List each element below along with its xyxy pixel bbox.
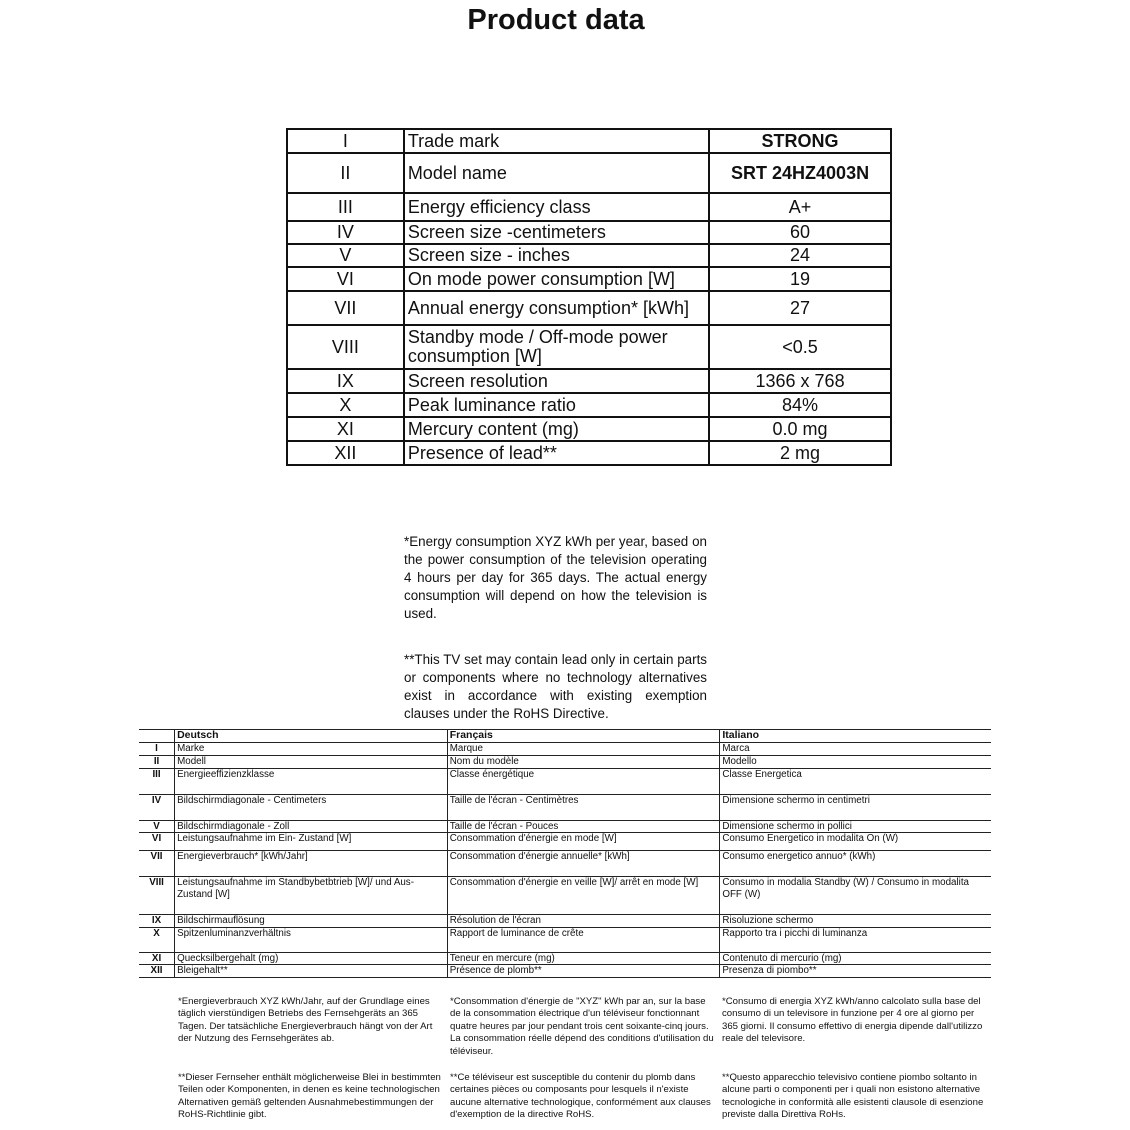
translation-row (139, 743, 991, 756)
row-label: Peak luminance ratio (404, 393, 709, 417)
cell-francais: Résolution de l'écran (447, 915, 720, 928)
row-number: II (287, 153, 404, 193)
translation-row (139, 768, 991, 794)
row-number: III (287, 193, 404, 221)
cell-francais: Marque (447, 743, 720, 756)
cell-francais: Nom du modèle (447, 756, 720, 769)
lead-note: **This TV set may contain lead only in certain parts or components where no technology alternatives exist in accordance with existing exemption clauses under the RoHS Directive. (404, 652, 707, 721)
row-value: 1366 x 768 (709, 369, 891, 393)
cell-francais: Taille de l'écran - Pouces (447, 820, 720, 833)
cell-francais: Teneur en mercure (mg) (447, 952, 720, 965)
row-number: V (139, 820, 175, 833)
cell-italiano: Rapporto tra i picchi di luminanza (720, 927, 991, 952)
translation-row (139, 965, 991, 978)
row-number: IX (139, 915, 175, 928)
row-label: Standby mode / Off-mode power consumption [W] (404, 325, 709, 369)
row-number: VI (287, 267, 404, 291)
product-row (287, 193, 891, 221)
row-value: 27 (709, 291, 891, 325)
row-label: Trade mark (404, 129, 709, 153)
translation-header-row (139, 730, 991, 743)
cell-italiano: Contenuto di mercurio (mg) (720, 952, 991, 965)
product-row (287, 369, 891, 393)
cell-italiano: Consumo in modalia Standby (W) / Consumo in modalita OFF (W) (720, 877, 991, 915)
cell-deutsch: Bildschirmdiagonale - Zoll (175, 820, 448, 833)
row-label: Annual energy consumption* [kWh] (404, 291, 709, 325)
header-italiano: Italiano (720, 730, 991, 743)
row-label: Mercury content (mg) (404, 417, 709, 441)
cell-deutsch: Marke (175, 743, 448, 756)
cell-francais: Consommation d'énergie en mode [W] (447, 833, 720, 851)
cell-italiano: Marca (720, 743, 991, 756)
product-row (287, 325, 891, 369)
row-value: 84% (709, 393, 891, 417)
energy-note: *Energy consumption XYZ kWh per year, based on the power consumption of the television operating 4 hours per day for 365 days. The actual energy consumption will depend on how the television is used. (404, 534, 707, 621)
row-number: III (139, 768, 175, 794)
header-francais: Français (447, 730, 720, 743)
translation-row (139, 820, 991, 833)
row-number: XI (287, 417, 404, 441)
cell-italiano: Consumo energetico annuo* (kWh) (720, 851, 991, 877)
product-row (287, 393, 891, 417)
row-value: A+ (709, 193, 891, 221)
header-deutsch: Deutsch (175, 730, 448, 743)
row-number: IV (287, 221, 404, 244)
translation-row (139, 833, 991, 851)
translation-row (139, 794, 991, 820)
footnote-fr-energy: *Consommation d'énergie de "XYZ" kWh par an, sur la base de la consommation électrique d'un téléviseur fonctionnant quatre heures par jour pendant trois cent soixante-cinq jours. La consommation réelle dépend des conditions d'utilisation du téléviseur. (450, 996, 714, 1057)
row-value: 2 mg (709, 441, 891, 465)
row-number: XI (139, 952, 175, 965)
row-label: Presence of lead** (404, 441, 709, 465)
cell-deutsch: Spitzenluminanzverhältnis (175, 927, 448, 952)
translation-row (139, 851, 991, 877)
cell-deutsch: Bildschirmauflösung (175, 915, 448, 928)
cell-deutsch: Leistungsaufnahme im Standbybetbtrieb [W]/ und Aus-Zustand [W] (175, 877, 448, 915)
cell-italiano: Dimensione schermo in centimetri (720, 794, 991, 820)
row-value: STRONG (709, 129, 891, 153)
row-label: Screen size -centimeters (404, 221, 709, 244)
row-number: IV (139, 794, 175, 820)
translation-row (139, 756, 991, 769)
row-value: 19 (709, 267, 891, 291)
row-number: VI (139, 833, 175, 851)
cell-deutsch: Bildschirmdiagonale - Centimeters (175, 794, 448, 820)
row-number: I (139, 743, 175, 756)
footnote-fr-lead: **Ce téléviseur est susceptible du contenir du plomb dans certaines pièces ou composants pour lesquels il n'existe aucune alternative technologique, conformément aux clauses d'exemption de la directive RoHS. (450, 1072, 711, 1121)
row-label: Energy efficiency class (404, 193, 709, 221)
row-label: Screen resolution (404, 369, 709, 393)
translation-row (139, 927, 991, 952)
row-value: SRT 24HZ4003N (709, 153, 891, 193)
row-number: VIII (287, 325, 404, 369)
row-number: VII (287, 291, 404, 325)
row-number: II (139, 756, 175, 769)
cell-francais: Consommation d'énergie annuelle* [kWh] (447, 851, 720, 877)
row-number: X (139, 927, 175, 952)
product-row (287, 291, 891, 325)
row-value: 0.0 mg (709, 417, 891, 441)
footnote-de-lead: **Dieser Fernseher enthält möglicherweise Blei in bestimmten Teilen oder Komponenten, in denen es keine technologischen Alternativen gemäß geltenden Ausnahmebestimmungen der RoHS-Richtlinie gibt. (178, 1072, 441, 1121)
product-row (287, 267, 891, 291)
cell-deutsch: Modell (175, 756, 448, 769)
row-number: VIII (139, 877, 175, 915)
product-row (287, 221, 891, 244)
row-number: VII (139, 851, 175, 877)
cell-deutsch: Leistungsaufnahme im Ein- Zustand [W] (175, 833, 448, 851)
row-value: <0.5 (709, 325, 891, 369)
translation-row (139, 915, 991, 928)
translation-table (139, 729, 991, 978)
page-title: Product data (467, 4, 645, 36)
row-label: Model name (404, 153, 709, 193)
product-row (287, 441, 891, 465)
product-row (287, 153, 891, 193)
product-row (287, 129, 891, 153)
cell-italiano: Risoluzione schermo (720, 915, 991, 928)
row-number: IX (287, 369, 404, 393)
cell-italiano: Modello (720, 756, 991, 769)
product-row (287, 244, 891, 267)
cell-deutsch: Energieeffizienzklasse (175, 768, 448, 794)
cell-deutsch: Quecksilbergehalt (mg) (175, 952, 448, 965)
footnote-de-energy: *Energieverbrauch XYZ kWh/Jahr, auf der Grundlage eines täglich vierstündigen Betriebs des Fernsehgeräts an 365 Tagen. Der tatsächliche Energieverbrauch hängt von der Art der Nutzung des Fernsehgerätes ab. (178, 996, 433, 1045)
cell-francais: Présence de plomb** (447, 965, 720, 978)
footnote-it-lead: **Questo apparecchio televisivo contiene piombo soltanto in alcune parti o componenti per i quali non esistono alternative tecnologiche in conformità alle esistenti clausole di esenzione previste dalla Direttiva RoHs. (722, 1072, 984, 1121)
translation-row (139, 952, 991, 965)
row-number: I (287, 129, 404, 153)
row-number: X (287, 393, 404, 417)
row-number: V (287, 244, 404, 267)
row-label: On mode power consumption [W] (404, 267, 709, 291)
cell-francais: Consommation d'énergie en veille [W]/ arrêt en mode [W] (447, 877, 720, 915)
cell-francais: Rapport de luminance de crête (447, 927, 720, 952)
row-label: Screen size - inches (404, 244, 709, 267)
translation-row (139, 877, 991, 915)
cell-deutsch: Energieverbrauch* [kWh/Jahr] (175, 851, 448, 877)
cell-italiano: Dimensione schermo in pollici (720, 820, 991, 833)
row-number: XII (287, 441, 404, 465)
cell-italiano: Classe Energetica (720, 768, 991, 794)
product-row (287, 417, 891, 441)
header-blank (139, 730, 175, 743)
product-data-table (286, 128, 892, 466)
row-number: XII (139, 965, 175, 978)
cell-italiano: Presenza di piombo** (720, 965, 991, 978)
row-value: 60 (709, 221, 891, 244)
cell-italiano: Consumo Energetico in modalita On (W) (720, 833, 991, 851)
cell-francais: Classe énergétique (447, 768, 720, 794)
cell-deutsch: Bleigehalt** (175, 965, 448, 978)
cell-francais: Taille de l'écran - Centimètres (447, 794, 720, 820)
footnote-it-energy: *Consumo di energia XYZ kWh/anno calcolato sulla base del consumo di un televisore in funzione per 4 ore al giorno per 365 giorni. Il consumo effettivo di energia dipende dall'utilizzo reale del televisore. (722, 996, 983, 1045)
row-value: 24 (709, 244, 891, 267)
